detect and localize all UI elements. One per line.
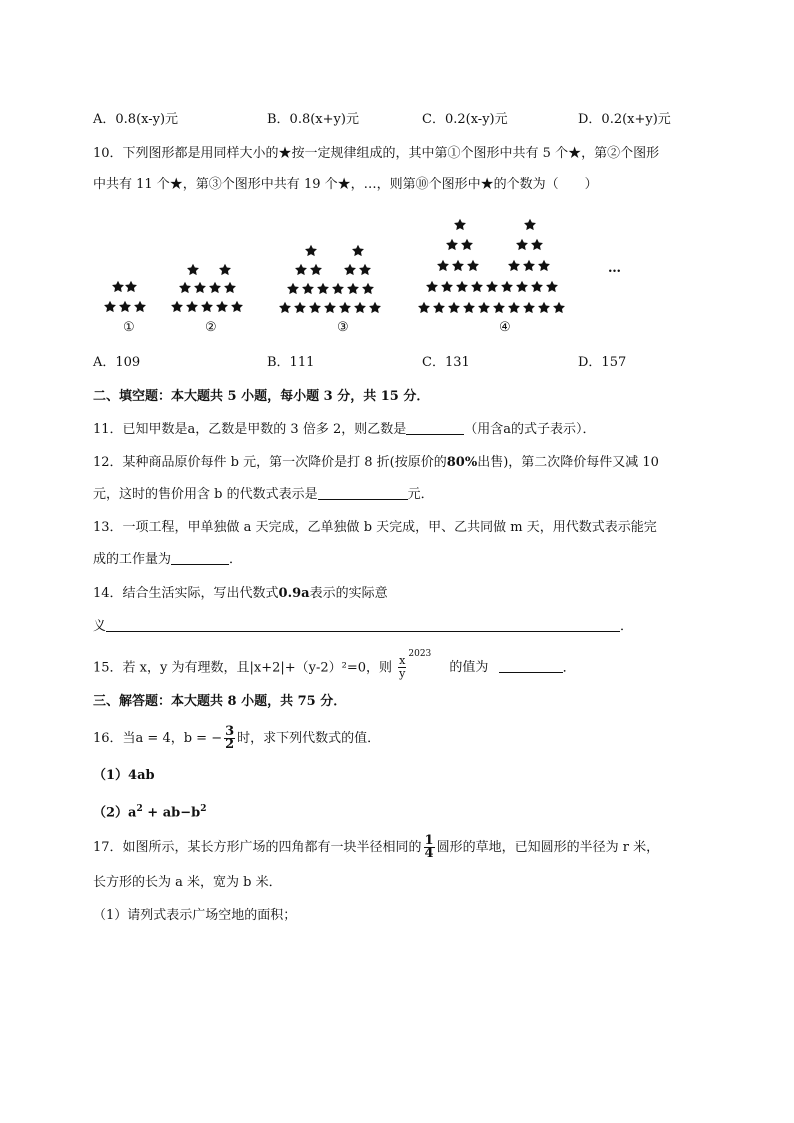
- q15-fraction-denominator: y: [399, 667, 406, 681]
- star-icon: [508, 260, 520, 271]
- q12-text-c: 元，这时的售价用含 b 的代数式表示是: [93, 487, 318, 502]
- star-icon: [125, 281, 137, 292]
- figure-label-1: ①: [123, 320, 135, 335]
- star-icon: [279, 302, 291, 313]
- star-icon: [295, 264, 307, 275]
- star-icon: [467, 260, 479, 271]
- star-icon: [463, 302, 475, 313]
- q16-text: 16．当a = 4，b = −: [93, 731, 223, 746]
- star-icon: [201, 301, 213, 312]
- star-icon: [186, 301, 198, 312]
- figure-ellipsis: …: [608, 261, 621, 276]
- q11: [93, 420, 596, 440]
- star-icon: [437, 260, 449, 271]
- star-icon: [231, 301, 243, 312]
- star-icon: [501, 281, 513, 292]
- star-icon: [523, 260, 535, 271]
- q16-part-2-a: （2）a: [93, 805, 137, 821]
- q13-answer-blank: [171, 550, 229, 565]
- q11-text: 11．已知甲数是a，乙数是甲数的 3 倍多 2，则乙数是: [93, 422, 407, 437]
- star-icon: [294, 302, 306, 313]
- q10-option-b: B．111: [267, 355, 315, 370]
- q13-text-after: ．: [229, 552, 243, 567]
- star-icon: [546, 281, 558, 292]
- q15-fraction-numerator: x: [399, 654, 406, 668]
- q17-text-after: 圆形的草地，已知圆形的半径为 r 米，: [436, 840, 660, 855]
- star-icon: [516, 281, 528, 292]
- star-icon: [309, 302, 321, 313]
- star-icon: [179, 282, 191, 293]
- q12-answer-blank: [318, 485, 408, 500]
- star-icon: [441, 281, 453, 292]
- q15-exponent: 2023: [408, 649, 432, 659]
- star-icon: [354, 302, 366, 313]
- q10-option-a: A．109: [93, 355, 141, 370]
- star-icon: [516, 239, 528, 250]
- q13-line-2: [93, 550, 242, 570]
- q15-fraction: [398, 655, 406, 680]
- star-icon: [369, 302, 381, 313]
- star-icon: [456, 281, 468, 292]
- star-icon: [324, 302, 336, 313]
- star-icon: [486, 281, 498, 292]
- q16-part-1: （1）4ab: [93, 768, 155, 783]
- star-icon: [224, 282, 236, 293]
- q17-line-1: [93, 834, 659, 862]
- q15-text-after: ．: [562, 660, 576, 676]
- q12-text-b: 出售)，第二次降价每件又减 10: [477, 455, 659, 470]
- q14-text-c: 义: [93, 619, 107, 634]
- star-icon: [302, 283, 314, 294]
- star-icon: [523, 302, 535, 313]
- q15-text-mid: 的值为: [449, 660, 489, 676]
- star-icon: [119, 301, 131, 312]
- q16: [93, 725, 380, 753]
- star-figures: [0, 0, 794, 345]
- q16-part-2-b: + ab−b: [142, 805, 201, 821]
- q10-line-1: 10．下列图形都是用同样大小的★按一定规律组成的，其中第①个图形中共有 5 个★，第②个图形: [93, 146, 660, 161]
- figure-label-2: ②: [205, 320, 217, 335]
- star-icon: [347, 283, 359, 294]
- q12-text-a: 12．某种商品原价每件 b 元，第一次降价是打 8 折(按原价的: [93, 455, 447, 470]
- star-icon: [359, 264, 371, 275]
- q14-text-a: 14．结合生活实际，写出代数式: [93, 586, 279, 601]
- star-icon: [352, 245, 364, 256]
- q17-line-2: 长方形的长为 a 米，宽为 b 米．: [93, 875, 282, 890]
- star-icon: [332, 283, 344, 294]
- star-icon: [418, 302, 430, 313]
- q12-text-d: 元．: [407, 487, 434, 502]
- q14-text-b: 表示的实际意: [309, 586, 388, 601]
- star-icon: [448, 302, 460, 313]
- q16-part-2: $(2)a^2 + ab-b^2$: [93, 804, 207, 821]
- star-icon: [478, 302, 490, 313]
- star-icon: [553, 302, 565, 313]
- q14-line-2: [93, 617, 633, 637]
- q9-option-c: C．0.2(x-y)元: [422, 112, 508, 127]
- star-icon: [209, 282, 221, 293]
- q17-fraction: [424, 835, 435, 860]
- star-icon: [538, 260, 550, 271]
- section-3-heading: 三、解答题：本大题共 8 小题，共 75 分．: [93, 694, 347, 709]
- q14-line-1: [93, 584, 388, 604]
- star-icon: [531, 239, 543, 250]
- star-icon: [317, 283, 329, 294]
- q16-fraction: [224, 726, 235, 751]
- q15-text: 15．若 x，y 为有理数，且|x+2|+（y-2）²=0，则: [93, 660, 393, 676]
- star-icon: [454, 219, 466, 230]
- star-icon: [531, 281, 543, 292]
- q13-line-1: 13．一项工程，甲单独做 a 天完成，乙单独做 b 天完成，甲、乙共同做 m 天，用代数式表示能完: [93, 520, 657, 535]
- q15: [93, 649, 576, 681]
- section-2-heading: 二、填空题：本大题共 5 小题，每小题 3 分，共 15 分．: [93, 389, 430, 404]
- q11-answer-blank: [406, 420, 464, 435]
- star-icon: [524, 219, 536, 230]
- figure-label-4: ④: [499, 320, 511, 335]
- star-icon: [187, 264, 199, 275]
- star-icon: [104, 301, 116, 312]
- q10-options: [0, 353, 794, 373]
- star-icon: [194, 282, 206, 293]
- q16-fraction-denominator: 2: [225, 737, 235, 752]
- star-icon: [171, 301, 183, 312]
- q12-line-2: [93, 485, 434, 505]
- star-icon: [426, 281, 438, 292]
- star-icon: [339, 302, 351, 313]
- star-icon: [305, 245, 317, 256]
- star-icon: [538, 302, 550, 313]
- q10-option-d: D．157: [578, 355, 627, 370]
- q16-text-after: 时，求下列代数式的值．: [237, 731, 381, 746]
- q9-option-b: B．0.8(x+y)元: [267, 112, 359, 127]
- q10-option-c: C．131: [422, 355, 470, 370]
- star-icon: [344, 264, 356, 275]
- q12-line-1: [93, 453, 659, 473]
- star-icon: [471, 281, 483, 292]
- q11-text-after: （用含a的式子表示）．: [464, 422, 596, 437]
- star-icon: [508, 302, 520, 313]
- q17-text: 17．如图所示，某长方形广场的四角都有一块半径相同的: [93, 840, 422, 855]
- q9-options: [0, 110, 794, 130]
- star-icon: [433, 302, 445, 313]
- q14-expression: 0.9a: [278, 586, 310, 601]
- q14-text-after: ．: [620, 619, 634, 634]
- q14-answer-blank: [106, 617, 620, 632]
- star-icon: [310, 264, 322, 275]
- q17-fraction-numerator: 1: [424, 833, 434, 848]
- star-icon: [216, 301, 228, 312]
- q17-part-1: （1）请列式表示广场空地的面积；: [93, 908, 297, 923]
- star-icon: [287, 283, 299, 294]
- star-icon: [493, 302, 505, 313]
- star-icon: [112, 281, 124, 292]
- q10-line-2: 中共有 11 个★，第③个图形中共有 19 个★，…，则第⑩个图形中★的个数为（ ）: [93, 177, 598, 192]
- q17-fraction-denominator: 4: [424, 846, 434, 861]
- q16-fraction-numerator: 3: [225, 724, 235, 739]
- star-icon: [461, 239, 473, 250]
- star-icon: [446, 239, 458, 250]
- star-icon: [219, 264, 231, 275]
- q9-option-a: A．0.8(x-y)元: [93, 112, 179, 127]
- star-icon: [452, 260, 464, 271]
- q15-answer-blank: [499, 658, 563, 673]
- star-icon: [362, 283, 374, 294]
- star-icon: [134, 301, 146, 312]
- q13-text: 成的工作量为: [93, 552, 172, 567]
- q9-option-d: D．0.2(x+y)元: [578, 112, 671, 127]
- figure-label-3: ③: [337, 320, 349, 335]
- q12-percent: 80%: [446, 455, 478, 470]
